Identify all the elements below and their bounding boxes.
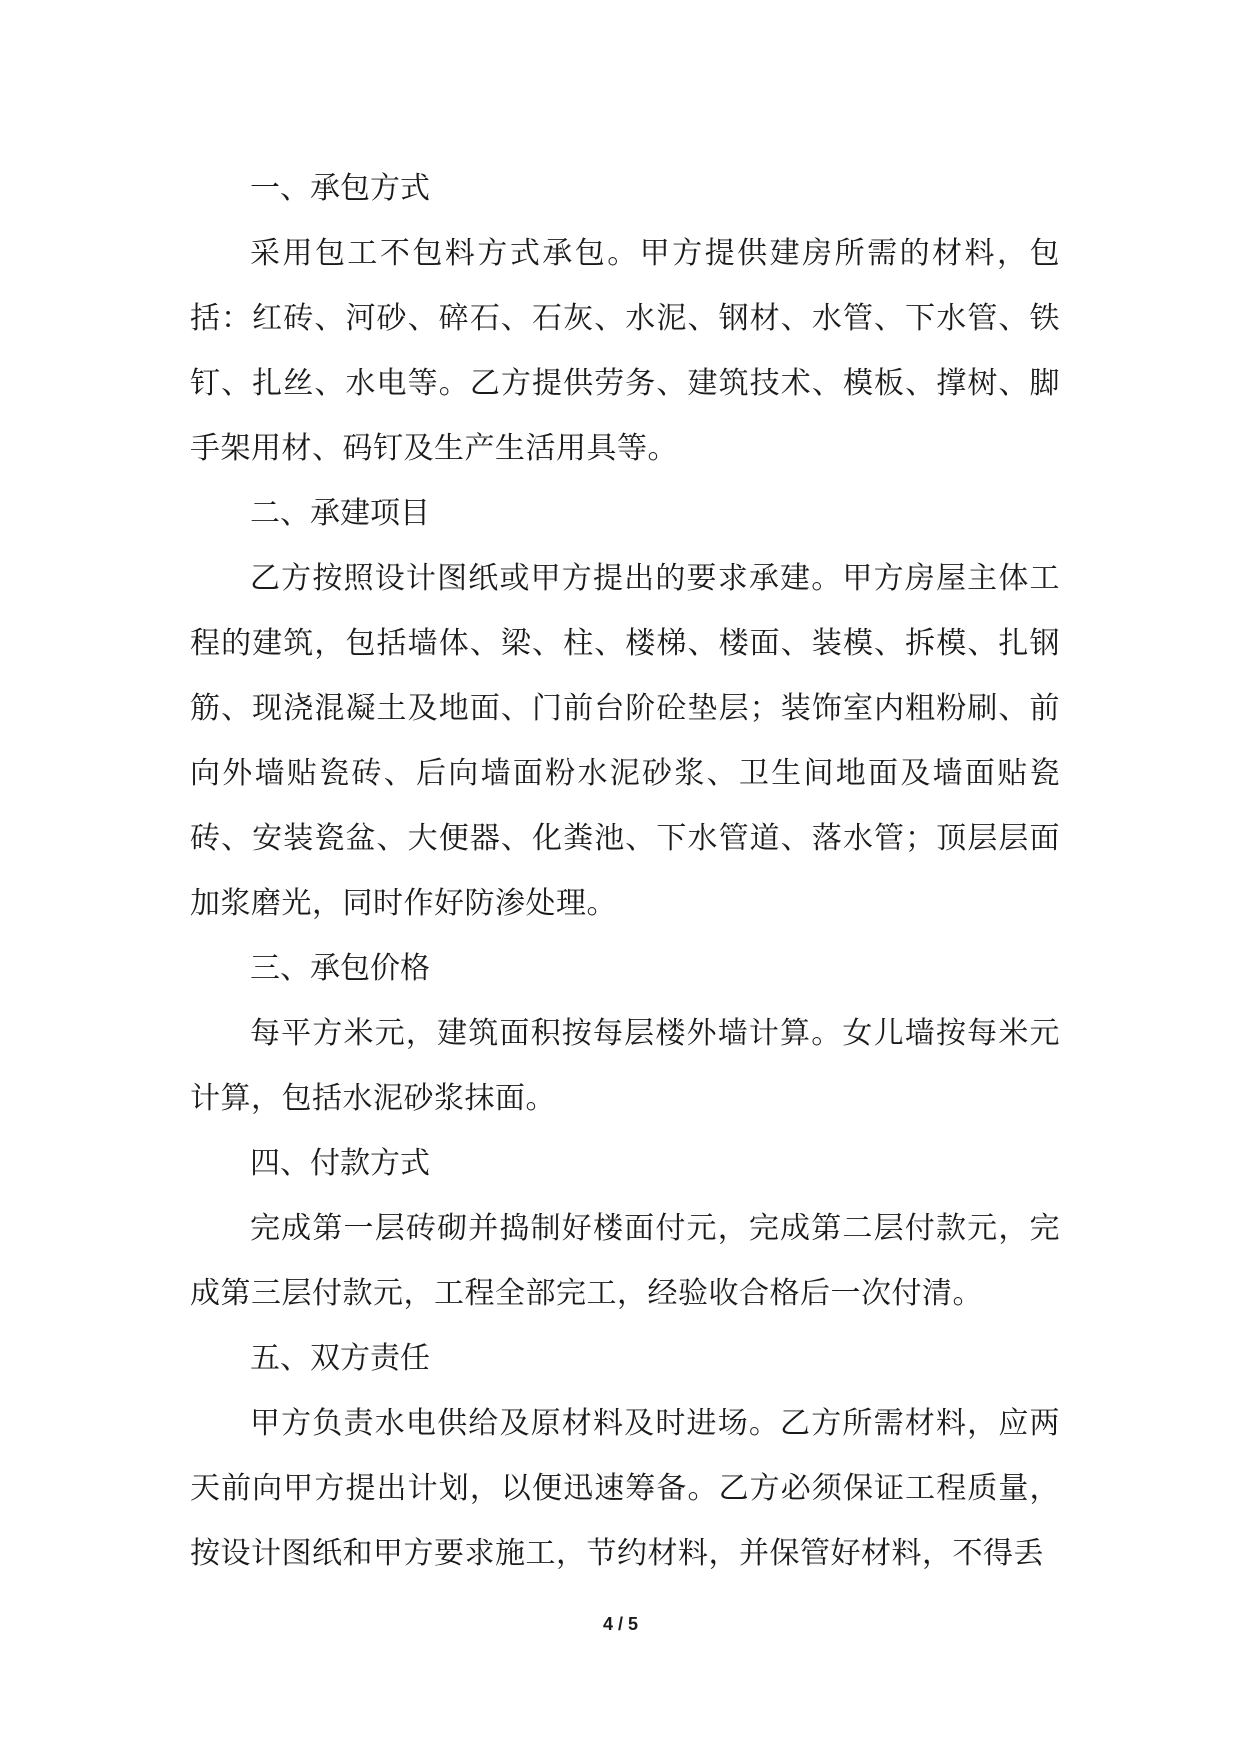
section-heading-5: 五、双方责任 [250,1341,430,1376]
section-body-2: 乙方按照设计图纸或甲方提出的要求承建。甲方房屋主体工程的建筑，包括墙体、梁、柱、楼梯、楼面、装模、拆模、扎钢筋、现浇混凝土及地面、门前台阶砼垫层；装饰室内粗粉刷、前向外墙贴瓷砖、后向墙面粉水泥砂浆、卫生间地面及墙面贴瓷砖、安装瓷盆、大便器、化粪池、下水管道、落水管；顶层层面加浆磨光，同时作好防渗处理。 [190,561,1060,921]
section-heading-4: 四、付款方式 [250,1146,430,1181]
section-body-1: 采用包工不包料方式承包。甲方提供建房所需的材料，包括：红砖、河砂、碎石、石灰、水泥、钢材、水管、下水管、铁钉、扎丝、水电等。乙方提供劳务、建筑技术、模板、撑树、脚手架用材、码钉及生产生活用具等。 [190,236,1060,466]
section-body-5: 甲方负责水电供给及原材料及时进场。乙方所需材料，应两天前向甲方提出计划，以便迅速筹备。乙方必须保证工程质量，按设计图纸和甲方要求施工，节约材料，并保管好材料，不得丢 [190,1406,1060,1571]
section-heading-1: 一、承包方式 [250,171,430,206]
section-body-3: 每平方米元，建筑面积按每层楼外墙计算。女儿墙按每米元计算，包括水泥砂浆抹面。 [190,1016,1060,1116]
section-body-4: 完成第一层砖砌并捣制好楼面付元，完成第二层付款元，完成第三层付款元，工程全部完工，经验收合格后一次付清。 [190,1211,1060,1311]
page-number: 4 / 5 [602,1614,639,1634]
document-body [190,156,1060,1586]
section-heading-2: 二、承建项目 [250,496,430,531]
section-heading-3: 三、承包价格 [250,951,430,986]
